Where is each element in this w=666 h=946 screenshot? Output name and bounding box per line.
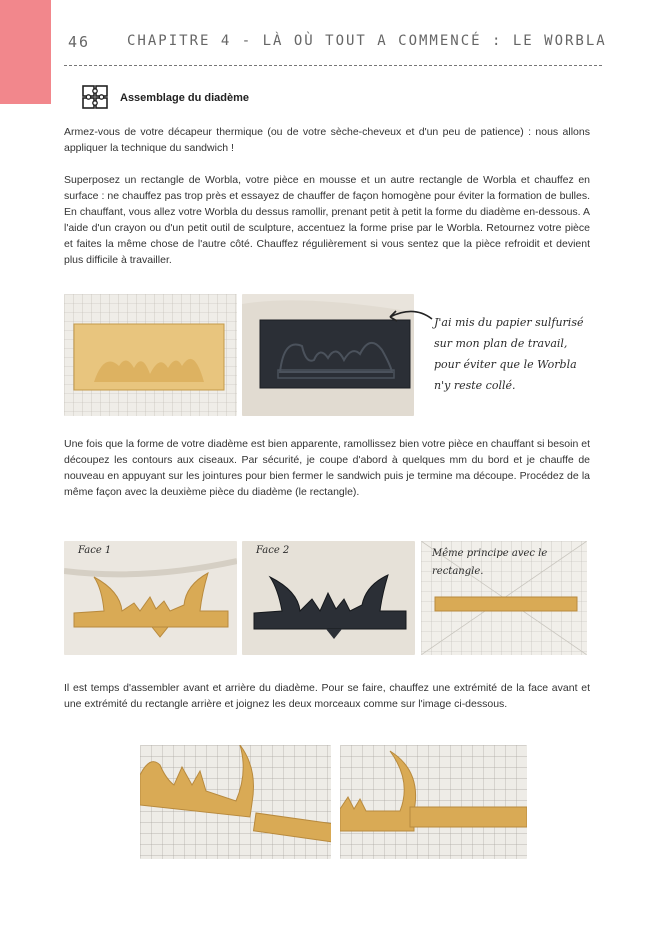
page-header <box>68 33 626 57</box>
caption-rectangle: Même principe avec le rectangle. <box>432 548 548 577</box>
photo-assembly-step-2 <box>340 745 527 859</box>
paragraph-cutting: Une fois que la forme de votre diadème est bien apparente, ramollissez bien votre pièce en chauffant si besoin et découpez les contours aux ciseaux. Par sécurité, je coupe d'abord à quelques mm du bord et je chauffe de nouveau en appuyant sur les jointures pour bien fermer le sandwich puis je termine ma découpe. Procédez de la même façon avec la deuxième pièce du diadème (le rectangle). <box>64 438 590 498</box>
photo-face-1 <box>64 541 237 655</box>
curved-arrow-icon <box>384 305 434 329</box>
caption-face-1: Face 1 <box>78 545 112 556</box>
puzzle-icon <box>82 85 108 109</box>
photo-face-2 <box>242 541 415 655</box>
side-note: J'ai mis du papier sulfurisé sur mon plan de travail, pour éviter que le Worbla n'y reste collé. <box>434 316 584 392</box>
page-number: 46 <box>68 33 91 51</box>
paragraph-intro: Armez-vous de votre décapeur thermique (ou de votre sèche-cheveux et d'un peu de patience) : nous allons appliquer la technique du sandwich ! <box>64 126 590 154</box>
photo-worbla-on-foam <box>64 294 237 416</box>
paragraph-assembly: Il est temps d'assembler avant et arrière du diadème. Pour se faire, chauffez une extrémité de la face avant et une extrémité du rectangle arrière et joignez les deux morceaux comme sur l'image ci-dessous. <box>64 682 590 710</box>
header-divider <box>64 65 602 66</box>
chapter-title: CHAPITRE 4 - LÀ OÙ TOUT A COMMENCÉ : LE WORBLA <box>127 33 607 49</box>
photo-assembly-step-1 <box>140 745 331 859</box>
paragraph-sandwich: Superposez un rectangle de Worbla, votre pièce en mousse et un autre rectangle de Worbla et chauffez en surface : ne chauffez pas trop près et essayez de chauffer de façon homogène pour éviter la formation de bulles. En chauffant, vous allez votre Worbla du dessus ramollir, prenant petit à petit la forme du diadème en-dessous. A l'aide d'un crayon ou d'un petit outil de sculpture, accentuez la forme prise par le Worbla. Retournez votre pièce et faites la même chose de l'autre côté. Chauffez régulièrement si vous sentez que la pièce refroidit et devient plus difficile à travailler. <box>64 174 590 266</box>
corner-accent <box>0 0 51 104</box>
caption-face-2: Face 2 <box>256 545 290 556</box>
section-title: Assemblage du diadème <box>120 92 249 104</box>
